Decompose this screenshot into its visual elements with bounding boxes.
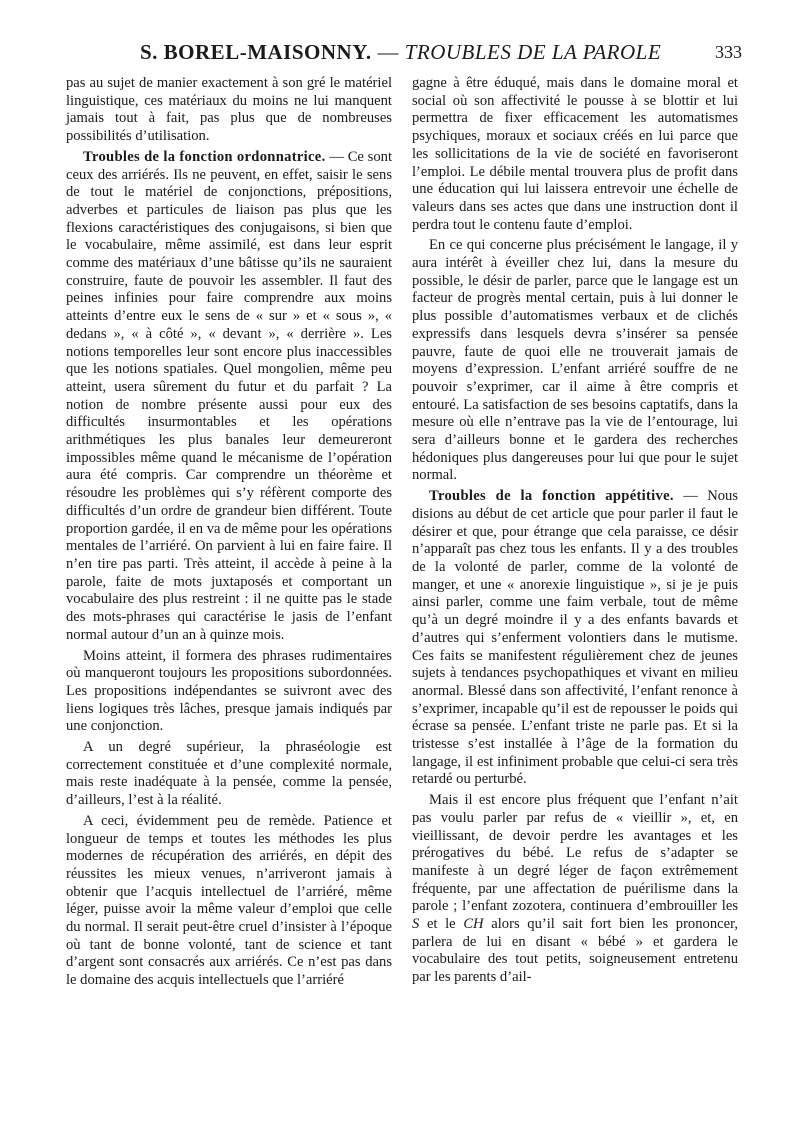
section-paragraph-appetitive <box>412 488 738 789</box>
paragraph <box>412 792 738 987</box>
paragraph: pas au sujet de manier exactement à son gré le matériel linguistique, ces matériaux du moins ne lui manquent jamais tout à fait, pas plus que de nombreuses possibilités d’utilisation. <box>66 75 392 145</box>
paragraph-text: alors qu’il sait fort bien les prononcer, parlera de lui en disant « bébé » et gardera le vocabulaire des tout petits, soigneusement entretenu par les parents d’ail- <box>412 916 738 986</box>
section-paragraph-ordonnatrice <box>66 149 392 645</box>
right-column <box>412 75 738 987</box>
running-header <box>66 40 742 70</box>
paragraph: Moins atteint, il formera des phrases rudimentaires où manqueront toujours les propositions subordonnées. Les propositions indépendantes se suivront avec des liens logiques très lâches, presque jamais indiqués par une conjonction. <box>66 647 392 735</box>
left-column <box>66 75 392 990</box>
letter-s: S <box>412 916 420 933</box>
section-heading-ordonnatrice: Troubles de la fonction ordonnatrice. <box>83 148 326 165</box>
paragraph-body: Nous disions au début de cet article que pour parler il faut le désirer et que, pour étrange que cela paraisse, ce désir n’apparaît pas chez tous les enfants. Il y a des troubles de la volonté de parler, comme de la volonté de manger, et une « anorexie linguistique », si je je puis ainsi parler, comme une faim verbale, tout de même qu’à un degré moindre il y a des enfants bavards et d’autres qui s’enferment volontiers dans le mutisme. Ces faits se manifestent régulièrement chez de jeunes sujets à tendances psychopathiques et vivant en milieu anormal. Blessé dans son affectivité, l’enfant renonce à s’exprimer, incapable qu’il est de repousser le poids qui écrase sa pensée. L’enfant triste ne parle pas. Et si la tristesse s’est installée à l’âge de la formation du langage, il est infiniment probable que celui-ci sera très retardé ou perturbé. <box>412 488 738 788</box>
header-author: S. BOREL-MAISONNY. <box>140 40 372 64</box>
paragraph: En ce qui concerne plus précisément le langage, il y aura intérêt à éveiller chez lui, dans la mesure du possible, le désir de parler, parce que le langage est un facteur de progrès mental certain, puis à lui donner le plus possible d’automatismes verbaux et de clichés expressifs dans lesquels devra s’insérer sa pensée pauvre, faute de quoi elle ne trouverait jamais de moyens d’expression. L’enfant arriéré souffre de ne pouvoir s’exprimer, car il aime à être compris et entouré. La satisfaction de ses besoins captatifs, dans la mesure où elle n’entrave pas la vie de l’entourage, lui sera d’ailleurs bonne et le gardera des recherches hédoniques plus dangereuses pour lui que pour le sujet normal. <box>412 237 738 484</box>
running-title <box>140 40 661 65</box>
page-number: 333 <box>715 42 742 62</box>
section-heading-appetitive: Troubles de la fonction appétitive. <box>429 488 674 505</box>
header-separator: — <box>371 40 405 64</box>
paragraph-text: Mais il est encore plus fréquent que l’enfant n’ait pas voulu parler par refus de « vieillir », et, en vieillissant, de devoir perdre les avantages et les prérogatives du bébé. Le refus de s’adapter se manifeste à un degré léger de façon extrêmement fréquente, par une affectation de puérilisme dans la parole ; l’enfant zozotera, continuera d’embrouiller les <box>412 792 738 915</box>
header-article-title: TROUBLES DE LA PAROLE <box>404 40 662 64</box>
paragraph-text: et le <box>419 916 464 933</box>
heading-dash: — <box>673 488 708 505</box>
paragraph: A un degré supérieur, la phraséologie est correctement constituée et d’une complexité normale, mais reste inadéquate à la pensée, comme la pensée, d’ailleurs, l’est à la réalité. <box>66 739 392 809</box>
letters-ch: CH <box>463 916 484 933</box>
paragraph: A ceci, évidemment peu de remède. Patience et longueur de temps et toutes les méthodes les plus modernes de récupération des arriérés, en dépit des réussites les mieux venues, n’arriveront jamais à obtenir que l’acquis intellectuel de l’arriéré, même léger, puisse avoir la même valeur d’emploi que celle du normal. Il serait peut-être cruel d’insister à l’époque où tant de bonne volonté, tant de science et tant d’argent sont consacrés aux arriérés. Ce n’est pas dans le domaine des acquis intellectuels que l’arriéré <box>66 812 392 989</box>
heading-dash: — <box>325 148 348 165</box>
paragraph-body: Ce sont ceux des arriérés. Ils ne peuvent, en effet, saisir le sens de tout le matériel de conjonctions, prépositions, adverbes et particules de liaison pas plus que les flexions caractéristiques des conjugaisons, si bien que le vocabulaire, même assimilé, est dans leur esprit comme des matériaux d’une bâtisse qu’ils ne sauraient construire, faute de pouvoir les assembler. Il faut des peines infinies pour faire comprendre aux moins atteints d’entre eux le sens de « sur » et « sous », « dedans », « à côté », « devant », « derrière ». Les notions temporelles leur sont encore plus inaccessibles que les notions spatiales. Quel mongolien, même peu atteint, usera sûrement du futur et du parfait ? La notion de nombre présente aussi pour eux des difficultés insurmontables et les opérations arithmétiques les plus banales leur demeureront impossibles même quand le mécanisme de l’opération aura été compris. Car comprendre un théorème et résoudre les problèmes qui s’y réfèrent comporte des difficultés d’un ordre de grandeur bien différent. Toute proportion gardée, il en va de même pour les opérations mentales de l’arriéré. On parvient à lui en faire faire. Il n’en tire pas parti. Très atteint, il accède à peine à la parole, faite de mots juxtaposés et comportant un vocabulaire des plus restreint : il ne quitte pas le stade des mots-phrases qui caractérise le jasis de l’enfant normal autour d’un an à quinze mois. <box>66 148 392 643</box>
paragraph: gagne à être éduqué, mais dans le domaine moral et social où son affectivité le pousse à se blottir et lui permettra de fixer efficacement les automatismes psychiques, moraux et sociaux créés en lui parce que les sollicitations de la vie de société en favoriseront l’emploi. Le débile mental trouvera plus de profit dans une éducation qui lui laissera entrevoir une échelle de valeurs dans ses actes que dans une instruction dont il perdra tout le contenu faute d’emploi. <box>412 75 738 233</box>
